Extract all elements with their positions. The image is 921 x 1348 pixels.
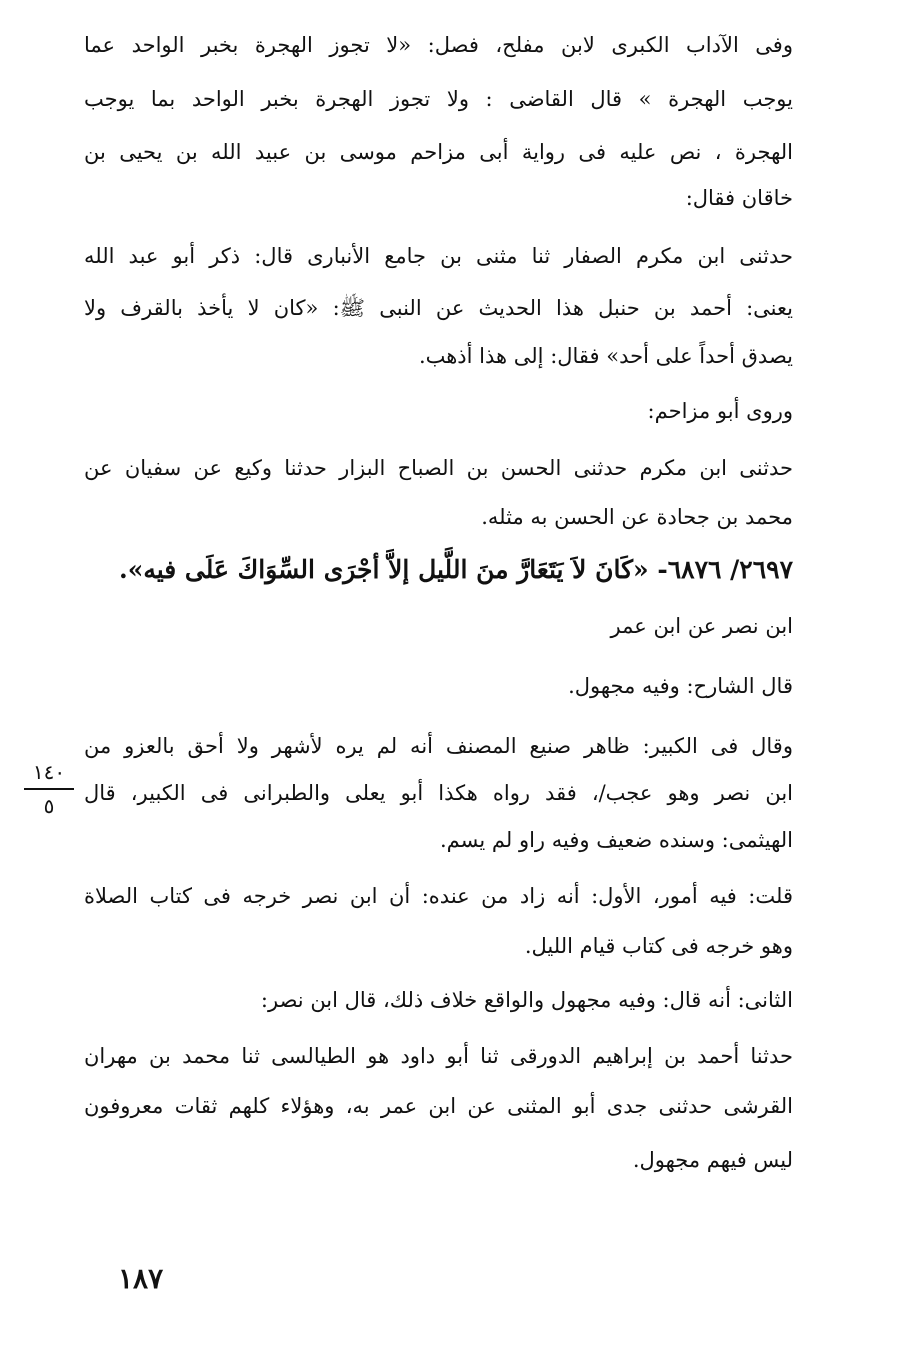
page-number: ١٨٧ — [118, 1262, 164, 1295]
text-line: الهجرة ، نص عليه فى رواية أبى مزاحم موسى بن عبيد الله بن يحيى بن — [84, 140, 793, 164]
margin-reference-top: ١٤٠ — [32, 760, 66, 784]
text-line: وفى الآداب الكبرى لابن مفلح، فصل: «لا تجوز الهجرة بخبر الواحد عما — [84, 33, 793, 57]
text-line: وهو خرجه فى كتاب قيام الليل. — [524, 934, 793, 958]
text-line: محمد بن جحادة عن الحسن به مثله. — [481, 505, 793, 529]
margin-reference-bottom: ٥ — [43, 794, 55, 818]
text-line: يعنى: أحمد بن حنبل هذا الحديث عن النبى ﷺ: «كان لا يأخذ بالقرف ولا — [84, 296, 793, 320]
text-line: ابن نصر عن ابن عمر — [610, 614, 793, 638]
text-line: حدثنى ابن مكرم حدثنى الحسن بن الصباح البزار حدثنا وكيع عن سفيان عن — [84, 456, 793, 480]
text-line: وروى أبو مزاحم: — [647, 399, 793, 423]
hadith-heading: ٢٦٩٧/ ٦٨٧٦- «كَانَ لاَ يَتَعَارَّ منَ اللَّيل إلاَّ أجْرَى السِّوَاكَ عَلَى فيه». — [119, 555, 793, 584]
text-line: الثانى: أنه قال: وفيه مجهول والواقع خلاف ذلك، قال ابن نصر: — [260, 988, 793, 1012]
text-line: ابن نصر وهو عجب/، فقد رواه هكذا أبو يعلى والطبرانى فى الكبير، قال — [84, 781, 793, 805]
text-line: القرشى حدثنى جدى أبو المثنى عن ابن عمر به، وهؤلاء كلهم ثقات معروفون — [84, 1094, 793, 1118]
margin-reference — [22, 760, 76, 818]
margin-reference-rule — [24, 788, 74, 790]
text-line: الهيثمى: وسنده ضعيف وفيه راو لم يسم. — [440, 828, 793, 852]
text-line: ليس فيهم مجهول. — [632, 1148, 793, 1172]
text-line: يوجب الهجرة » قال القاضى : ولا تجوز الهجرة بخبر الواحد بما يوجب — [84, 87, 793, 111]
text-line: يصدق أحداً على أحد» فقال: إلى هذا أذهب. — [418, 344, 793, 368]
text-line: قلت: فيه أمور، الأول: أنه زاد من عنده: أن ابن نصر خرجه فى كتاب الصلاة — [84, 884, 793, 908]
text-line: قال الشارح: وفيه مجهول. — [568, 674, 793, 698]
text-line: حدثنا أحمد بن إبراهيم الدورقى ثنا أبو داود هو الطيالسى ثنا محمد بن مهران — [84, 1044, 793, 1068]
text-line: خاقان فقال: — [685, 186, 793, 210]
text-line: حدثنى ابن مكرم الصفار ثنا مثنى بن جامع الأنبارى قال: ذكر أبو عبد الله — [84, 244, 793, 268]
text-line: وقال فى الكبير: ظاهر صنيع المصنف أنه لم يره لأشهر ولا أحق بالعزو من — [84, 734, 793, 758]
